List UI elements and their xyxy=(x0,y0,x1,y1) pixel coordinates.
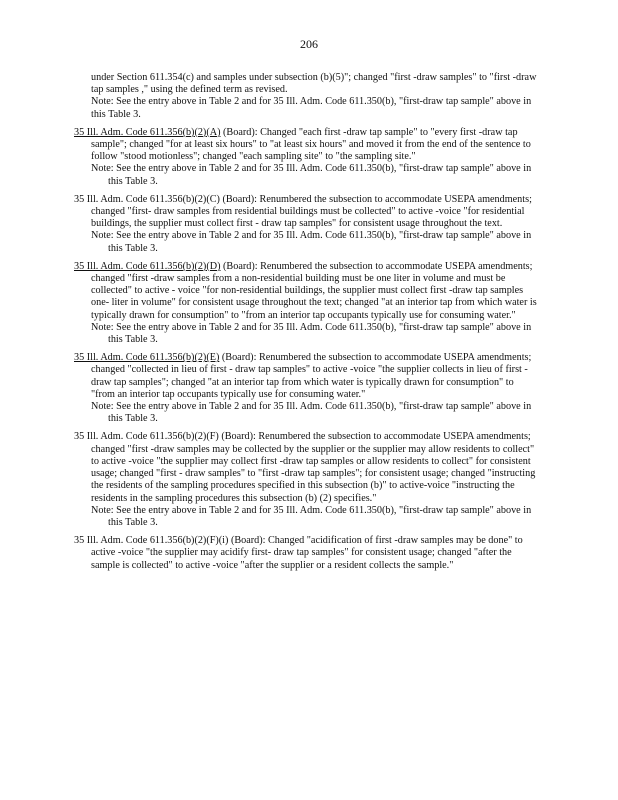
entry-611-356-b-2-d xyxy=(74,261,538,346)
entry-a-text: (Board): Changed "each first -draw tap sample" to "every first -draw tap sample"; changed "for at least six hours" to "at least six hours" and moved it from the end of the sentence to follow "stood motionless"; changed "each sampling site" to "the sampling site." xyxy=(91,126,531,163)
entry-c-note: Note: See the entry above in Table 2 and for 35 Ill. Adm. Code 611.350(b), "first-draw tap sample" above in this Table 3. xyxy=(91,230,532,254)
entry-611-356-b-2-e xyxy=(74,352,538,425)
entry-a-citation: 35 Ill. Adm. Code 611.356(b)(2)(A) xyxy=(74,126,221,138)
entry-a-note: Note: See the entry above in Table 2 and for 35 Ill. Adm. Code 611.350(b), "first-draw tap sample" above in this Table 3. xyxy=(91,163,532,187)
entry-611-356-b-2-c xyxy=(74,194,538,255)
entry-e-text: (Board): Renumbered the subsection to accommodate USEPA amendments; changed "collected in lieu of first - draw tap samples" to active -voice "the supplier collects in lieu of first - draw tap samples"; changed "at an interior tap from which water is typically drawn for consumption" to "from an interior tap occupants typically use for consuming water." xyxy=(91,352,532,400)
entry-fi-text: (Board): Changed "acidification of first -draw samples may be done" to active -voice "the supplier may acidify first- draw tap samples" for consistent usage; changed "after the sample is collected" to active -voice "after the supplier or a resident collects the sample." xyxy=(91,535,523,571)
entry-d-text: (Board): Renumbered the subsection to accommodate USEPA amendments; changed "first -draw samples from a non-residential building must be one liter in volume and must be collected" to active - voice "for non-residential buildings, the supplier must collect first -draw tap samples one- liter in volume" for consistent usage throughout the text; changed "at an interior tap from which water is typically drawn for consumption" to "from an interior tap occupants typically use for consuming water." xyxy=(91,260,537,321)
entry-fi-citation: 35 Ill. Adm. Code 611.356(b)(2)(F)(i) xyxy=(74,535,229,547)
entry-c-citation: 35 Ill. Adm. Code 611.356(b)(2)(C) xyxy=(74,193,220,205)
entry-intro-note: Note: See the entry above in Table 2 and for 35 Ill. Adm. Code 611.350(b), "first-draw tap sample" above in this Table 3. xyxy=(91,96,532,120)
entry-f-text: (Board): Renumbered the subsection to accommodate USEPA amendments; changed "first -draw samples may be collected by the supplier or the supplier may allow residents to collect" to active -voice "the supplier may collect first -draw tap samples or allow residents to collect" for consistent usage; changed "first - draw samples" to "first -draw tap samples"; for consistent usage; changed "instructing the residents of the sampling procedures specified in this subsection (b)" to active-voice "instructing the residents in the sampling procedures this subsection (b) (2) specifies." xyxy=(91,431,536,504)
entry-f-citation: 35 Ill. Adm. Code 611.356(b)(2)(F) xyxy=(74,431,219,443)
entry-e-citation: 35 Ill. Adm. Code 611.356(b)(2)(E) xyxy=(74,352,220,364)
amendment-entries xyxy=(74,72,538,578)
entry-d-citation: 35 Ill. Adm. Code 611.356(b)(2)(D) xyxy=(74,260,221,272)
entry-intro xyxy=(74,72,538,121)
entry-611-356-b-2-f-i xyxy=(74,535,538,572)
entry-f-note: Note: See the entry above in Table 2 and for 35 Ill. Adm. Code 611.350(b), "first-draw tap sample" above in this Table 3. xyxy=(91,504,532,528)
entry-c-text: (Board): Renumbered the subsection to accommodate USEPA amendments; changed "first- draw samples from residential buildings must be collected" to active -voice "for residential buildings, the supplier must collect first - draw tap samples" for consistent usage throughout the text. xyxy=(91,193,532,230)
entry-d-note: Note: See the entry above in Table 2 and for 35 Ill. Adm. Code 611.350(b), "first-draw tap sample" above in this Table 3. xyxy=(91,321,532,346)
page-number: 206 xyxy=(300,37,318,51)
entry-611-356-b-2-a xyxy=(74,127,538,188)
entry-611-356-b-2-f xyxy=(74,431,538,529)
entry-intro-text: under Section 611.354(c) and samples under subsection (b)(5)"; changed "first -draw samples" to "first -draw tap samples ," using the defined term as revised. xyxy=(91,72,537,96)
entry-e-note: Note: See the entry above in Table 2 and for 35 Ill. Adm. Code 611.350(b), "first-draw tap sample" above in this Table 3. xyxy=(91,401,532,425)
